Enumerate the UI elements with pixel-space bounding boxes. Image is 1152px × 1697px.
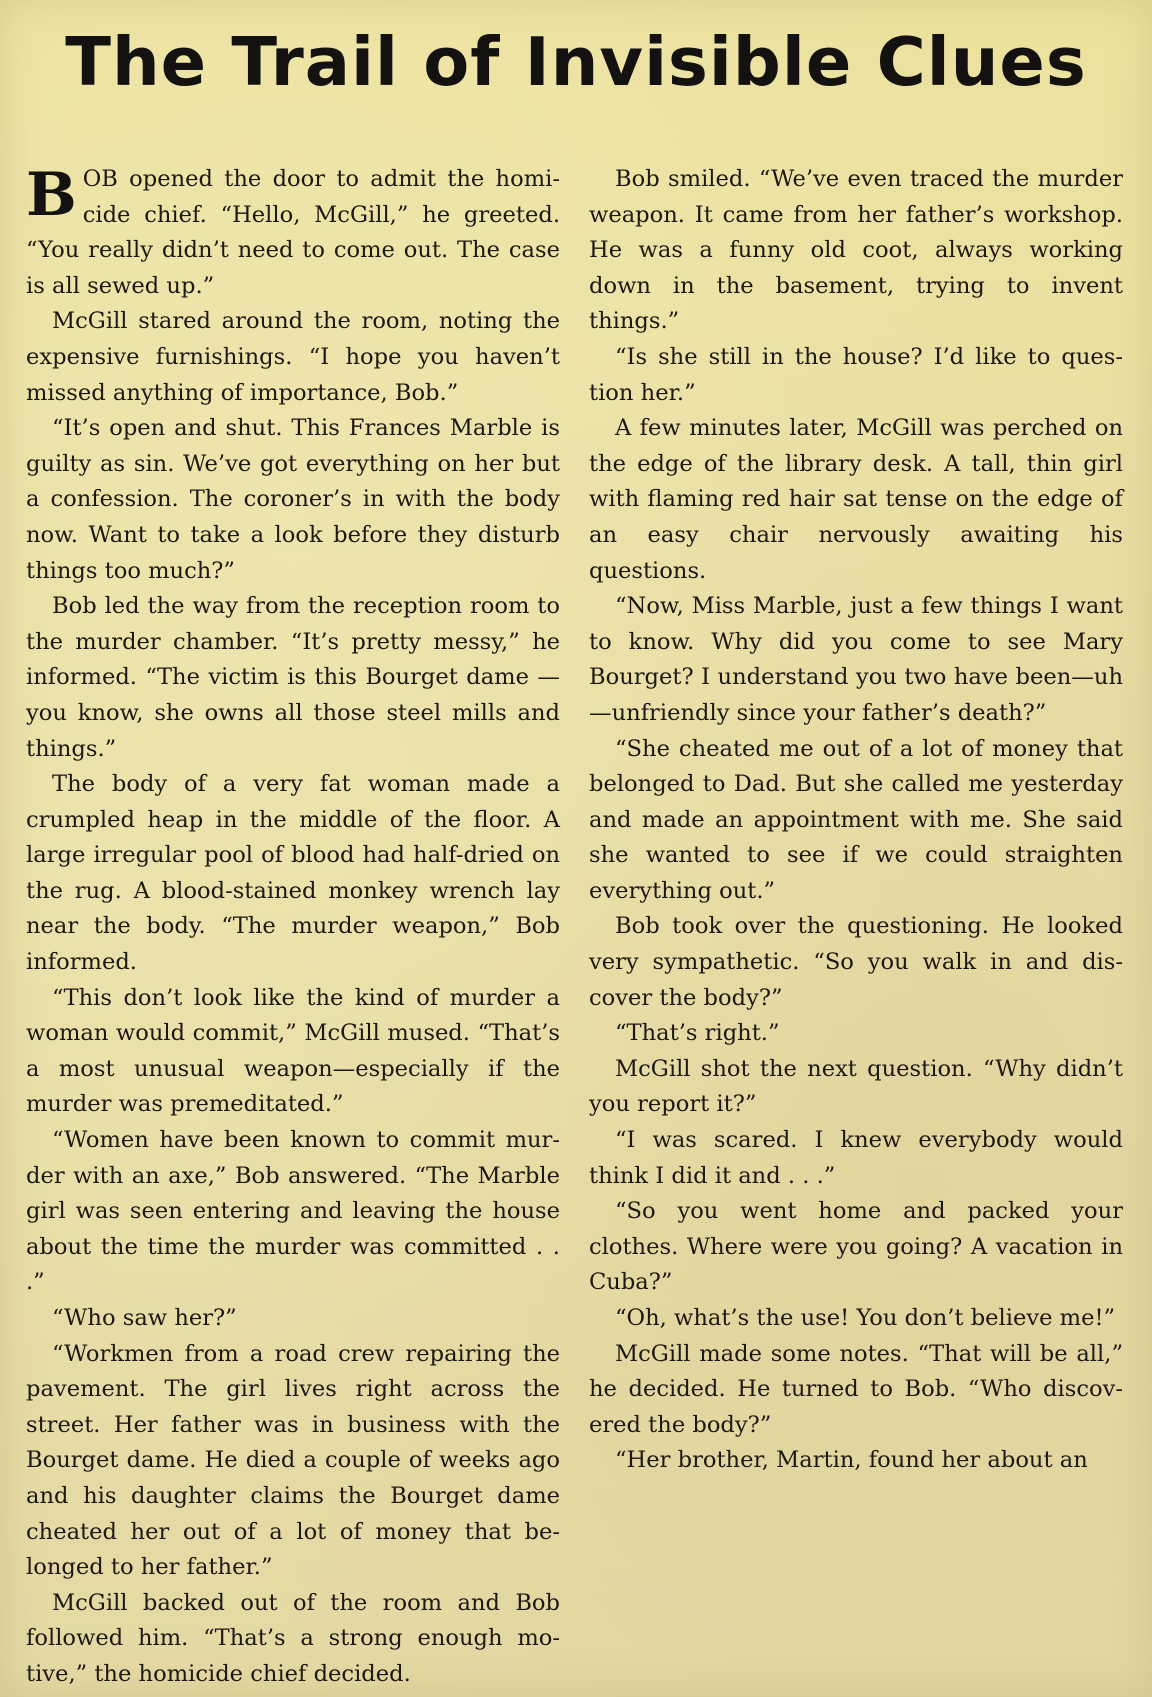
opening-paragraph-text: opened the door to admit the homicide chief. “Hello, McGill,” he greeted. “You really didn’t need to come out. The case is all sewed up.” — [26, 166, 560, 299]
opening-paragraph — [26, 162, 560, 304]
paragraph: “Who saw her?” — [52, 1305, 237, 1331]
paragraph: McGill stared around the room, noting the expensive furnishings. “I hope you haven’t missed anything of importance, Bob.” — [26, 308, 560, 406]
paragraph: McGill made some notes. “That will be all,” he decided. He turned to Bob. “Who discovered the body?” — [589, 1340, 1123, 1438]
paragraph: A few minutes later, McGill was perched on the edge of the library desk. A tall, thin girl with flaming red hair sat tense on the edge of an easy chair nervously awaiting his questions. — [589, 415, 1123, 584]
paragraph: Bob smiled. “We’ve even traced the murder weapon. It came from her father’s workshop. He was a funny old coot, always working down in the basement, trying to invent things.” — [589, 166, 1123, 335]
paragraph: “This don’t look like the kind of murder a woman would commit,” McGill mused. “That’s a most unusual weapon—especially if the murder was premeditated.” — [26, 984, 560, 1118]
paragraph: “She cheated me out of a lot of money that belonged to Dad. But she called me yesterday and made an appointment with me. She said she wanted to see if we could straighten everything out.” — [589, 735, 1123, 904]
paragraph: “That’s right.” — [615, 1020, 780, 1047]
paragraph: “Her brother, Martin, found her about an — [615, 1447, 1088, 1474]
paragraph: Bob led the way from the reception room to the murder chamber. “It’s pretty messy,” he informed. “The victim is this Bourget dame —you know, she owns all those steel mills and things.” — [26, 593, 560, 762]
paragraph: “Women have been known to commit murder with an axe,” Bob answered. “The Marble girl was seen entering and leaving the house about the time the murder was committed . . .” — [26, 1127, 560, 1296]
paragraph: McGill backed out of the room and Bob followed him. “That’s a strong enough motive,” the homicide chief decided. — [26, 1589, 560, 1687]
right-column — [589, 162, 1123, 1479]
paragraph: The body of a very fat woman made a crumpled heap in the middle of the floor. A large irregular pool of blood had half-dried on the rug. A blood-stained monkey wrench lay near the body. “The murder weapon,” Bob informed. — [26, 771, 560, 976]
story-title: The Trail of Invisible Clues — [65, 23, 1087, 101]
left-column — [26, 162, 560, 1693]
opening-word-rest: OB — [82, 166, 118, 192]
paragraph: “So you went home and packed your clothes. Where were you going? A vacation in Cuba?” — [589, 1198, 1123, 1296]
drop-cap: B — [26, 160, 77, 230]
paragraph: “It’s open and shut. This Frances Marble is guilty as sin. We’ve got everything on her but a confession. The coroner’s in with the body now. Want to take a look before they disturb things too much?” — [26, 415, 560, 584]
paragraph: Bob took over the questioning. He looked very sympathetic. “So you walk in and discover the body?” — [589, 913, 1123, 1011]
paragraph: “I was scared. I knew everybody would think I did it and . . .” — [589, 1127, 1123, 1189]
paragraph: McGill shot the next question. “Why didn’t you report it?” — [589, 1055, 1123, 1118]
paragraph: “Oh, what’s the use! You don’t believe me!” — [615, 1305, 1116, 1331]
paragraph: “Now, Miss Marble, just a few things I want to know. Why did you come to see Mary Bourget? I understand you two have been—uh—unfriendly since your father’s death?” — [589, 593, 1123, 726]
paragraph: “Is she still in the house? I’d like to question her.” — [589, 343, 1123, 406]
paragraph: “Workmen from a road crew repairing the pavement. The girl lives right across the street. Her father was in business with the Bourget dame. He died a couple of weeks ago and his daughter claims the Bourget dame cheated her out of a lot of money that belonged to her father.” — [26, 1340, 560, 1581]
